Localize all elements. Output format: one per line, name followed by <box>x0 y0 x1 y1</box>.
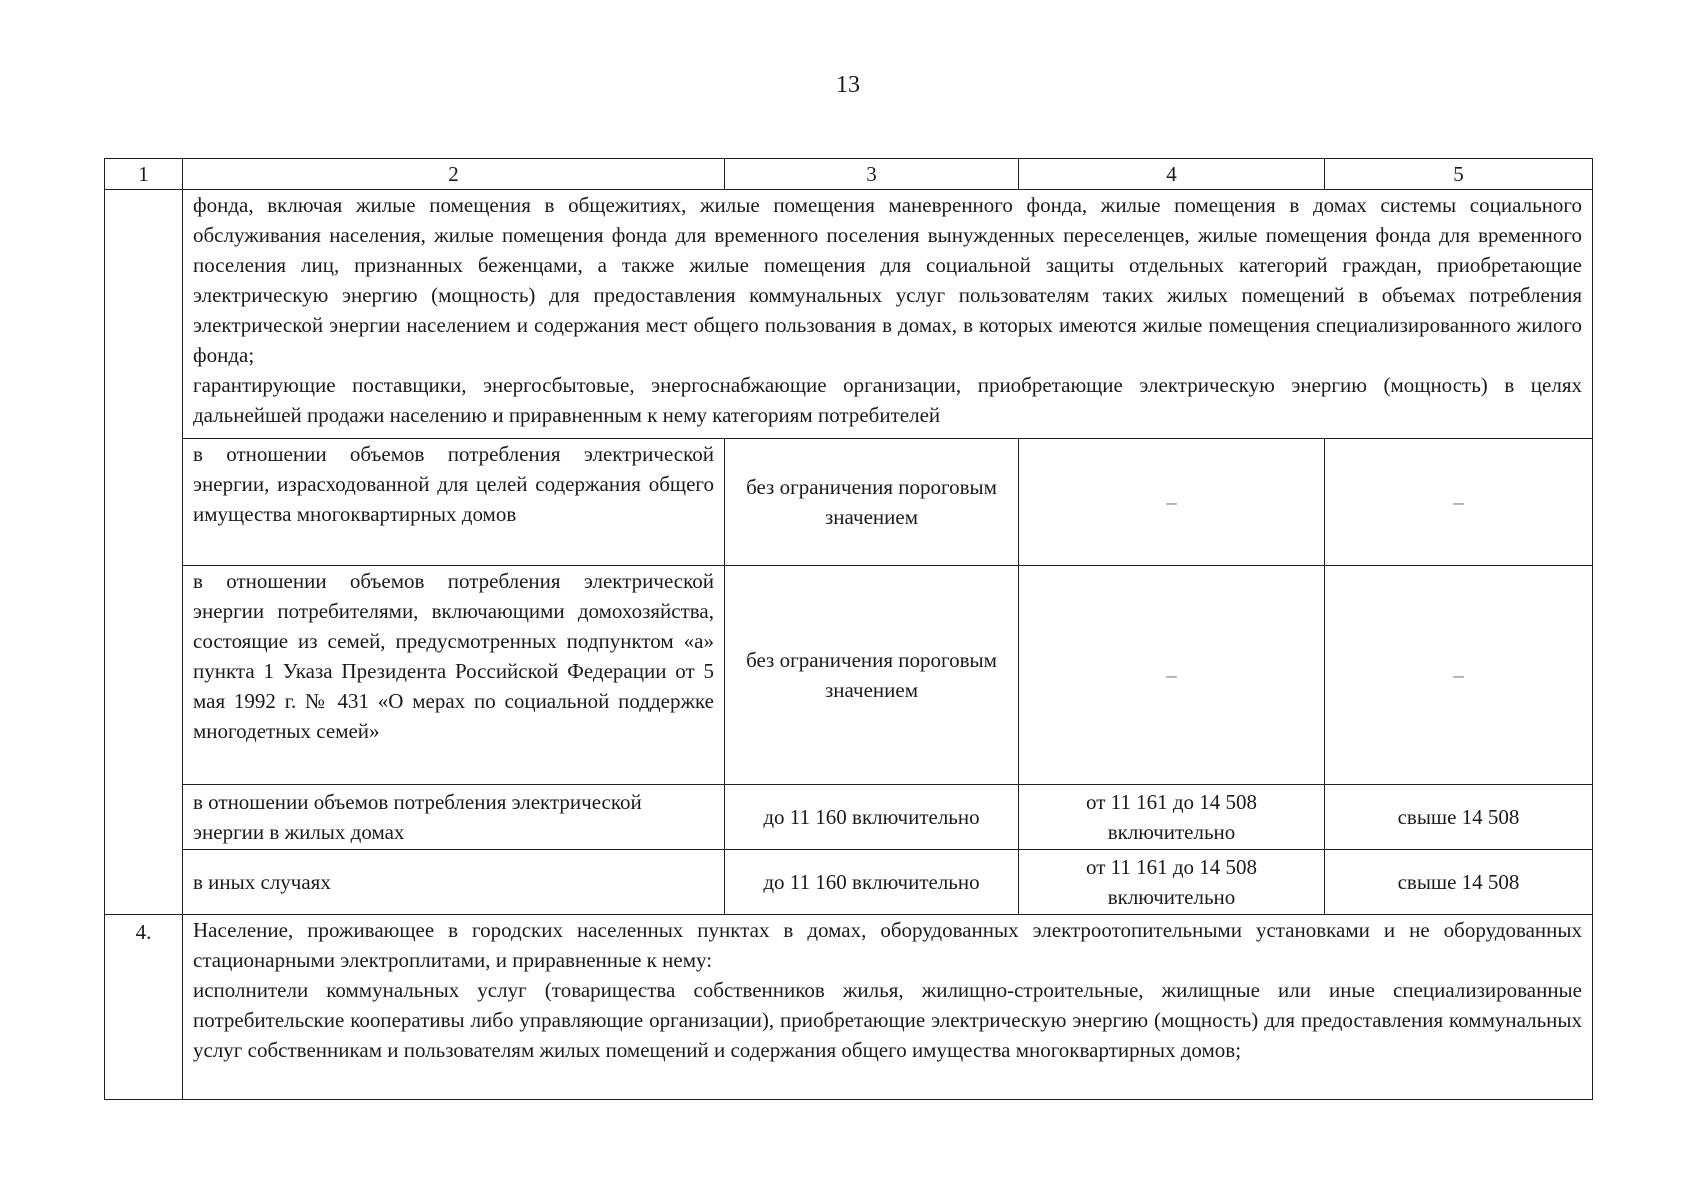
header-col-5: 5 <box>1325 159 1593 190</box>
row-1-description: в отношении объемов потребления электрической энергии, израсходованной для целей содержания общего имущества многоквартирных домов <box>183 439 725 566</box>
page-number: 13 <box>836 72 860 98</box>
section-4-paragraph-2: исполнители коммунальных услуг (товарищества собственников жилья, жилищно-строительные, жилищные или иные специализированные потребительские кооперативы либо управляющие организации), приобретающие электрическую энергию (мощность) для предоставления коммунальных услуг собственникам и пользователям жилых помещений и содержания общего имущества многоквартирных домов; <box>193 978 1582 1062</box>
intro-row <box>105 190 1593 439</box>
row-1-col4: – <box>1019 439 1325 566</box>
table-row <box>105 566 1593 785</box>
section-4-row <box>105 915 1593 1100</box>
header-col-1: 1 <box>105 159 183 190</box>
header-col-3: 3 <box>725 159 1019 190</box>
table-row <box>105 785 1593 850</box>
row-4-description: в иных случаях <box>183 850 725 915</box>
table-header-row <box>105 159 1593 190</box>
row-2-col5: – <box>1325 566 1593 785</box>
row-3-col3: до 11 160 включительно <box>725 785 1019 850</box>
row-2-col3: без ограничения пороговым значением <box>725 566 1019 785</box>
header-col-4: 4 <box>1019 159 1325 190</box>
section-4-paragraph-1: Население, проживающее в городских населенных пунктах в домах, оборудованных электроотопительными установками и не оборудованных стационарными электроплитами, и приравненные к нему: <box>193 918 1582 972</box>
row-4-col4: от 11 161 до 14 508 включительно <box>1019 850 1325 915</box>
tariff-table <box>104 158 1593 1100</box>
intro-paragraph-1: фонда, включая жилые помещения в общежитиях, жилые помещения маневренного фонда, жилые помещения в домах системы социального обслуживания населения, жилые помещения фонда для временного поселения вынужденных переселенцев, жилые помещения фонда для временного поселения лиц, признанных беженцами, а также жилые помещения для социальной защиты отдельных категорий граждан, приобретающие электрическую энергию (мощность) для предоставления коммунальных услуг пользователям таких жилых помещений в объемах потребления электрической энергии населением и содержания мест общего пользования в домах, в которых имеются жилые помещения специализированного жилого фонда; <box>193 193 1582 367</box>
section-4-number: 4. <box>105 915 183 1100</box>
row-3-col5: свыше 14 508 <box>1325 785 1593 850</box>
row-3-col4: от 11 161 до 14 508 включительно <box>1019 785 1325 850</box>
table-row <box>105 850 1593 915</box>
row-2-col4: – <box>1019 566 1325 785</box>
row-3-description: в отношении объемов потребления электрической энергии в жилых домах <box>183 785 725 850</box>
header-col-2: 2 <box>183 159 725 190</box>
row-4-col5: свыше 14 508 <box>1325 850 1593 915</box>
row-2-description: в отношении объемов потребления электрической энергии потребителями, включающими домохозяйства, состоящие из семей, предусмотренных подпунктом «а» пункта 1 Указа Президента Российской Федерации от 5 мая 1992 г. № 431 «О мерах по социальной поддержке многодетных семей» <box>183 566 725 785</box>
row-1-col5: – <box>1325 439 1593 566</box>
section-4-text-cell <box>183 915 1593 1100</box>
intro-paragraph-2: гарантирующие поставщики, энергосбытовые, энергоснабжающие организации, приобретающие электрическую энергию (мощность) в целях дальнейшей продажи населению и приравненным к нему категориям потребителей <box>193 373 1582 427</box>
row-number-cell-empty <box>105 190 183 915</box>
table-row <box>105 439 1593 566</box>
row-4-col3: до 11 160 включительно <box>725 850 1019 915</box>
row-1-col3: без ограничения пороговым значением <box>725 439 1019 566</box>
intro-text-cell <box>183 190 1593 439</box>
